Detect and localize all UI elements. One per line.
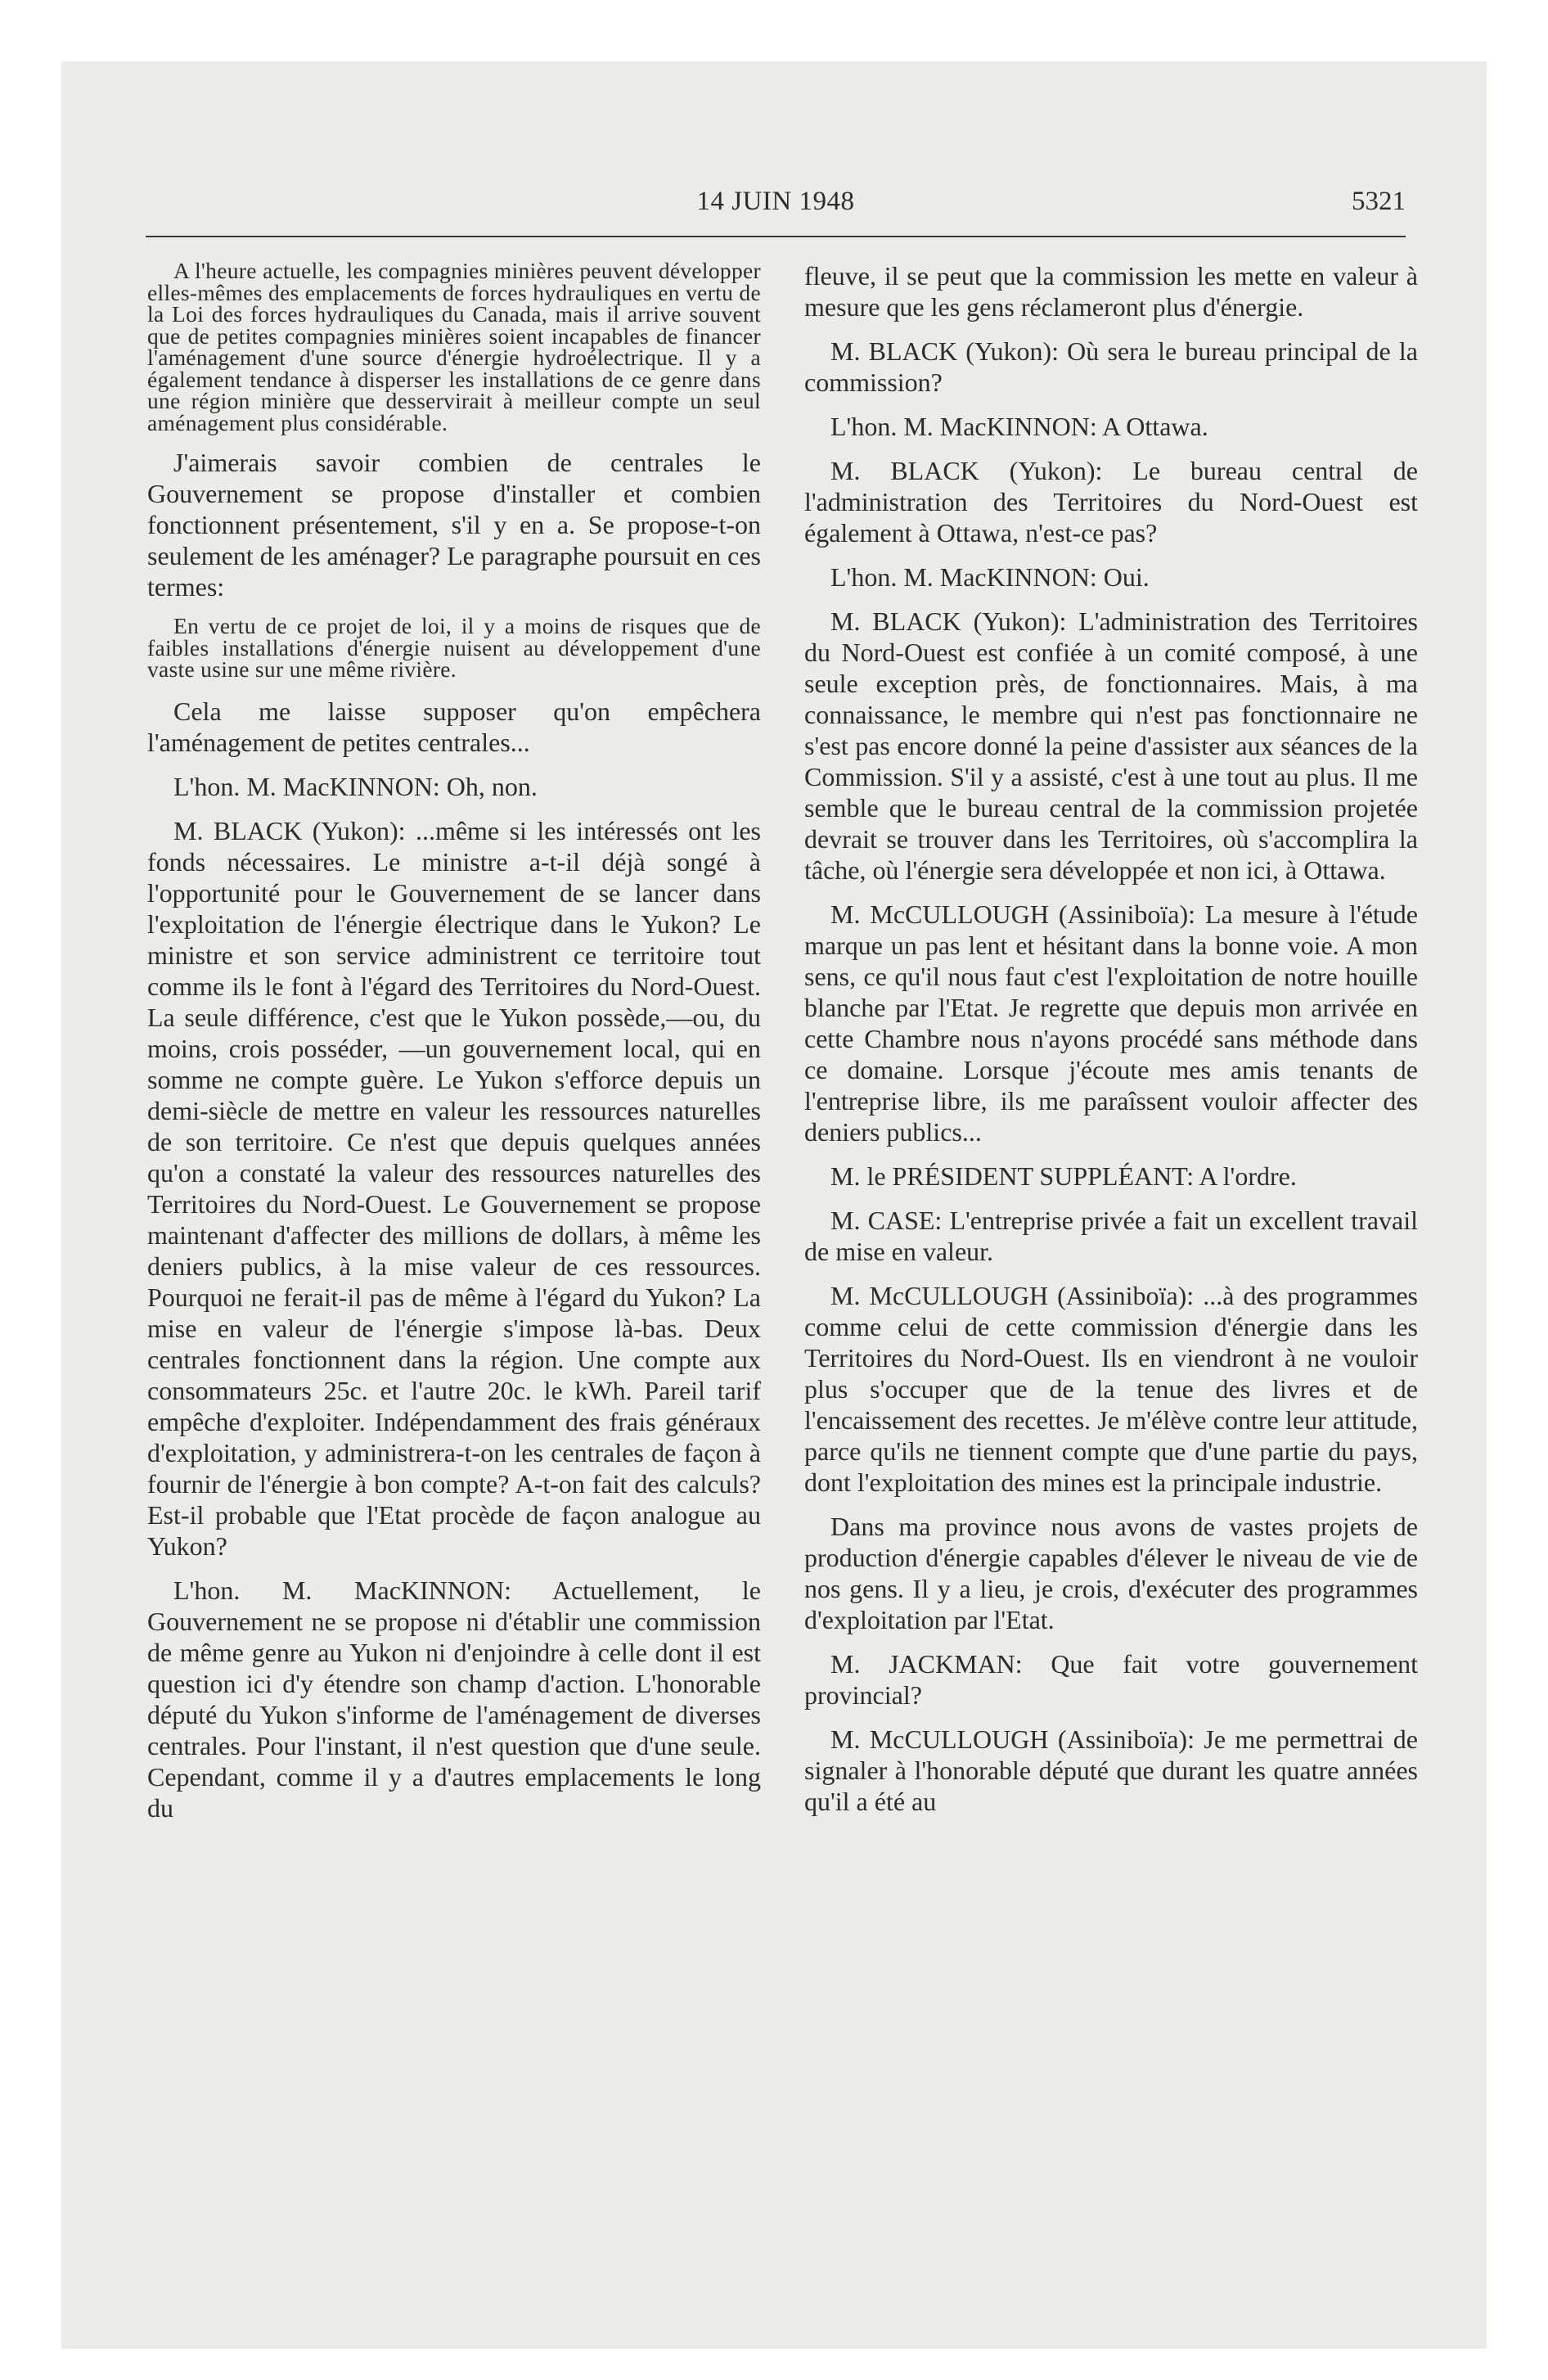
- paragraph: M. le PRÉSIDENT SUPPLÉANT: A l'ordre.: [830, 1161, 1297, 1191]
- quoted-paragraph: En vertu de ce projet de loi, il y a moins de risques que de faibles installations d'énergie nuisent au développement d'une vaste usine sur une même rivière.: [147, 613, 761, 682]
- paragraph: M. BLACK (Yukon): ...même si les intéressés ont les fonds nécessaires. Le ministre a-t-il déjà songé à l'opportunité pour le Gouvernement de se lancer dans l'exploitation de l'énergie électrique dans le Yukon? Le ministre et son service administrent ce territoire tout comme ils le font à l'égard des Territoires du Nord-Ouest. La seule différence, c'est que le Yukon possède,—ou, du moins, crois posséder, —un gouvernement local, qui en somme ne compte guère. Le Yukon s'efforce depuis un demi-siècle de mettre en valeur les ressources naturelles de son territoire. Ce n'est que depuis quelques années qu'on a constaté la valeur des ressources naturelles des Territoires du Nord-Ouest. Le Gouvernement se propose maintenant d'affecter des millions de dollars, à même les deniers publics, à la mise valeur de ces ressources. Pourquoi ne ferait-il pas de même à l'égard du Yukon? La mise en valeur de l'énergie s'impose là-bas. Deux centrales fonctionnent dans la région. Une compte aux consommateurs 25c. et l'autre 20c. le kWh. Pareil tarif empêche d'exploiter. Indépendamment des frais généraux d'exploitation, y administrera-t-on les centrales de façon à fournir de l'énergie à bon compte? A-t-on fait des calculs? Est-il probable que l'Etat procède de façon analogue au Yukon?: [147, 815, 761, 1561]
- paragraph: M. McCULLOUGH (Assiniboïa): Je me permettrai de signaler à l'honorable député que durant les quatre années qu'il a été au: [804, 1724, 1418, 1816]
- paragraph: L'hon. M. MacKINNON: Oui.: [830, 562, 1150, 592]
- paragraph: M. BLACK (Yukon): Le bureau central de l'administration des Territoires du Nord-Ouest est également à Ottawa, n'est-ce pas?: [804, 456, 1418, 548]
- paragraph: M. BLACK (Yukon): Où sera le bureau principal de la commission?: [804, 336, 1418, 397]
- paragraph: L'hon. M. MacKINNON: Oh, non.: [173, 771, 538, 801]
- page-number: 5321: [1352, 187, 1406, 216]
- paragraph: M. BLACK (Yukon): L'administration des Territoires du Nord-Ouest est confiée à un comité composé, à une seule exception près, de fonctionnaires. Mais, à ma connaissance, le membre qui n'est pas fonctionnaire ne s'est pas encore donné la peine d'assister aux séances de la Commission. S'il y a assisté, c'est à une tout au plus. Il me semble que le bureau central de la commission projetée devrait se trouver dans les Territoires, où s'accomplira la tâche, où l'énergie sera développée et non ici, à Ottawa.: [804, 606, 1418, 885]
- paragraph: M. McCULLOUGH (Assiniboïa): ...à des programmes comme celui de cette commission d'énergie dans les Territoires du Nord-Ouest. Ils en viendront à ne vouloir plus s'occuper que de la tenue des livres et de l'encaissement des recettes. Je m'élève contre leur attitude, parce qu'ils ne tiennent compte que d'une partie du pays, dont l'exploitation des mines est la principale industrie.: [804, 1281, 1418, 1497]
- paragraph: L'hon. M. MacKINNON: Actuellement, le Gouvernement ne se propose ni d'établir une commission de même genre au Yukon ni d'enjoindre à celle dont il est question ici d'y étendre son champ d'action. L'honorable député du Yukon s'informe de l'aménagement de diverses centrales. Pour l'instant, il n'est question que d'une seule. Cependant, comme il y a d'autres emplacements le long du: [147, 1575, 761, 1823]
- paragraph: Dans ma province nous avons de vastes projets de production d'énergie capables d'élever le niveau de vie de nos gens. Il y a lieu, je crois, d'exécuter des programmes d'exploitation par l'Etat.: [804, 1512, 1418, 1634]
- paragraph-continuation: fleuve, il se peut que la commission les mette en valeur à mesure que les gens réclameront plus d'énergie.: [804, 261, 1418, 322]
- paragraph: Cela me laisse supposer qu'on empêchera l'aménagement de petites centrales...: [147, 696, 761, 757]
- paragraph: J'aimerais savoir combien de centrales le Gouvernement se propose d'installer et combien fonctionnent présentement, s'il y en a. Se propose-t-on seulement de les aménager? Le paragraphe poursuit en ces termes:: [147, 448, 761, 602]
- paragraph: M. McCULLOUGH (Assiniboïa): La mesure à l'étude marque un pas lent et hésitant dans la bonne voie. A mon sens, ce qu'il nous faut c'est l'exploitation de notre houille blanche par l'Etat. Je regrette que depuis mon arrivée en cette Chambre nous n'ayons procédé sans méthode dans ce domaine. Lorsque j'écoute mes amis tenants de l'entreprise libre, ils me paraîssent vouloir affecter des deniers publics...: [804, 899, 1418, 1147]
- page-date: 14 JUIN 1948: [696, 187, 855, 216]
- paragraph: A l'heure actuelle, les compagnies minières peuvent développer elles-mêmes des emplacements de forces hydrauliques en vertu de la Loi des forces hydrauliques du Canada, mais il arrive souvent que de petites compagnies minières soient incapables de financer l'aménagement d'une source d'énergie hydroélectrique. Il y a également tendance à disperser les installations de ce genre dans une région minière que desservirait à meilleur compte un seul aménagement plus considérable.: [147, 258, 761, 435]
- right-column: [804, 260, 1418, 1830]
- page-header: [146, 187, 1406, 237]
- left-column: [147, 260, 761, 1837]
- paragraph: M. JACKMAN: Que fait votre gouvernement provincial?: [804, 1649, 1418, 1710]
- paragraph: L'hon. M. MacKINNON: A Ottawa.: [830, 412, 1208, 441]
- paragraph: M. CASE: L'entreprise privée a fait un excellent travail de mise en valeur.: [804, 1206, 1418, 1266]
